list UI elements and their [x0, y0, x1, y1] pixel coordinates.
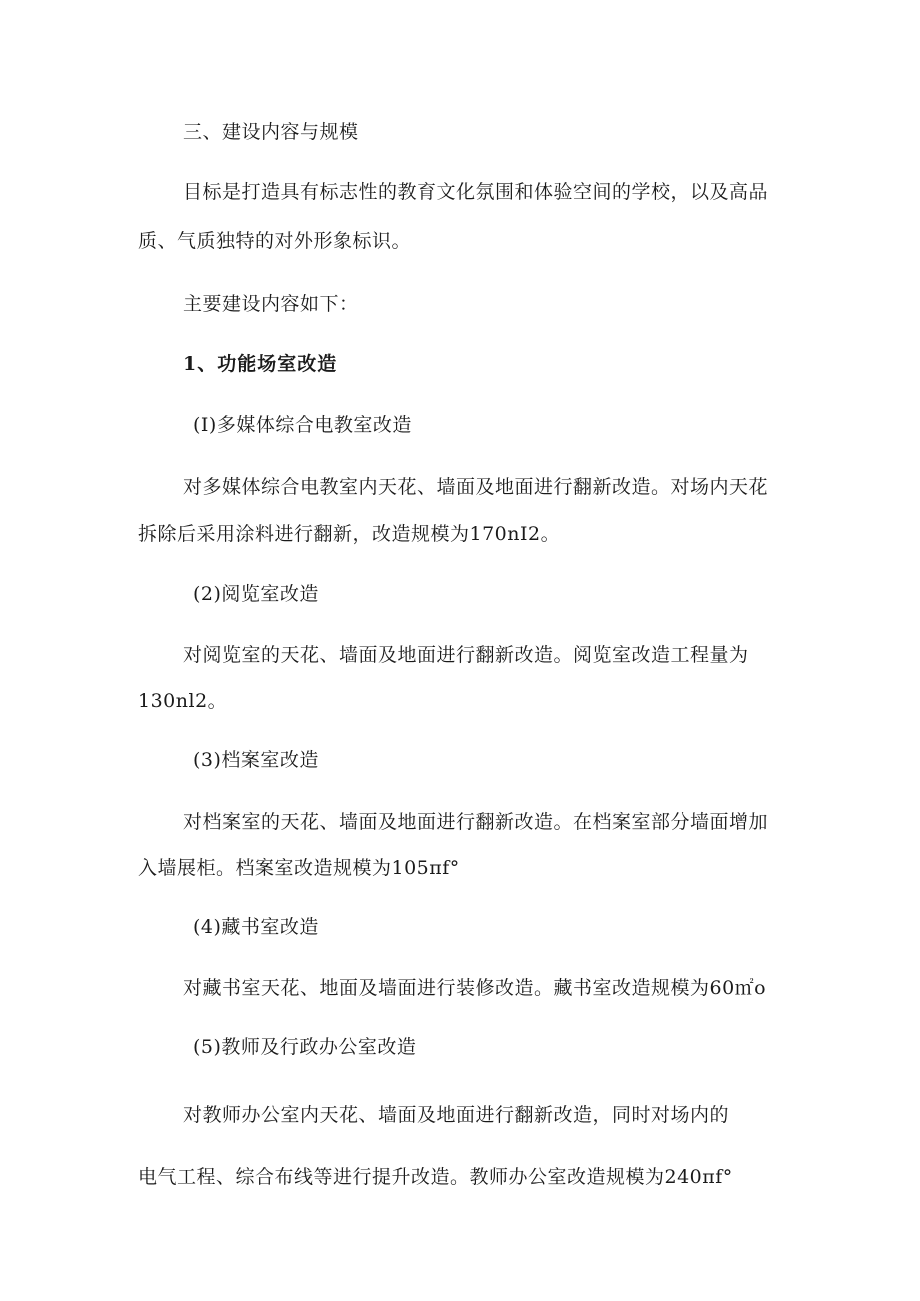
item-body-multimedia-line-2: 拆除后采用涂料进行翻新，改造规模为170nI2。 [138, 523, 561, 545]
goal-paragraph-line-2: 质、气质独特的对外形象标识。 [138, 230, 412, 252]
intro-paragraph: 主要建设内容如下： [183, 293, 359, 315]
section-title: 三、建设内容与规模 [183, 121, 359, 143]
item-title-multimedia: (I)多媒体综合电教室改造 [193, 414, 412, 436]
item-title-archive-room: (3)档案室改造 [193, 749, 319, 771]
item-body-office-line-2: 电气工程、综合布线等进行提升改造。教师办公室改造规模为240πf° [138, 1166, 733, 1188]
item-body-reading-room-line-1: 对阅览室的天花、墙面及地面进行翻新改造。阅览室改造工程量为 [183, 644, 749, 666]
item-body-reading-room-line-2: 130nl2。 [138, 690, 228, 712]
item-body-office-line-1: 对教师办公室内天花、墙面及地面进行翻新改造，同时对场内的 [183, 1104, 730, 1126]
heading-functional-rooms: 1、功能场室改造 [183, 353, 338, 375]
item-title-reading-room: (2)阅览室改造 [193, 583, 319, 605]
item-body-book-storage-line-1: 对藏书室天花、地面及墙面进行装修改造。藏书室改造规模为60㎡o [183, 977, 767, 999]
item-title-book-storage: (4)藏书室改造 [193, 916, 319, 938]
item-title-office: (5)教师及行政办公室改造 [193, 1036, 417, 1058]
item-body-archive-room-line-2: 入墙展柜。档案室改造规模为105πf° [138, 857, 460, 879]
goal-paragraph-line-1: 目标是打造具有标志性的教育文化氛围和体验空间的学校，以及高品 [183, 181, 769, 203]
item-body-multimedia-line-1: 对多媒体综合电教室内天花、墙面及地面进行翻新改造。对场内天花 [183, 476, 769, 498]
item-body-archive-room-line-1: 对档案室的天花、墙面及地面进行翻新改造。在档案室部分墙面增加 [183, 811, 769, 833]
